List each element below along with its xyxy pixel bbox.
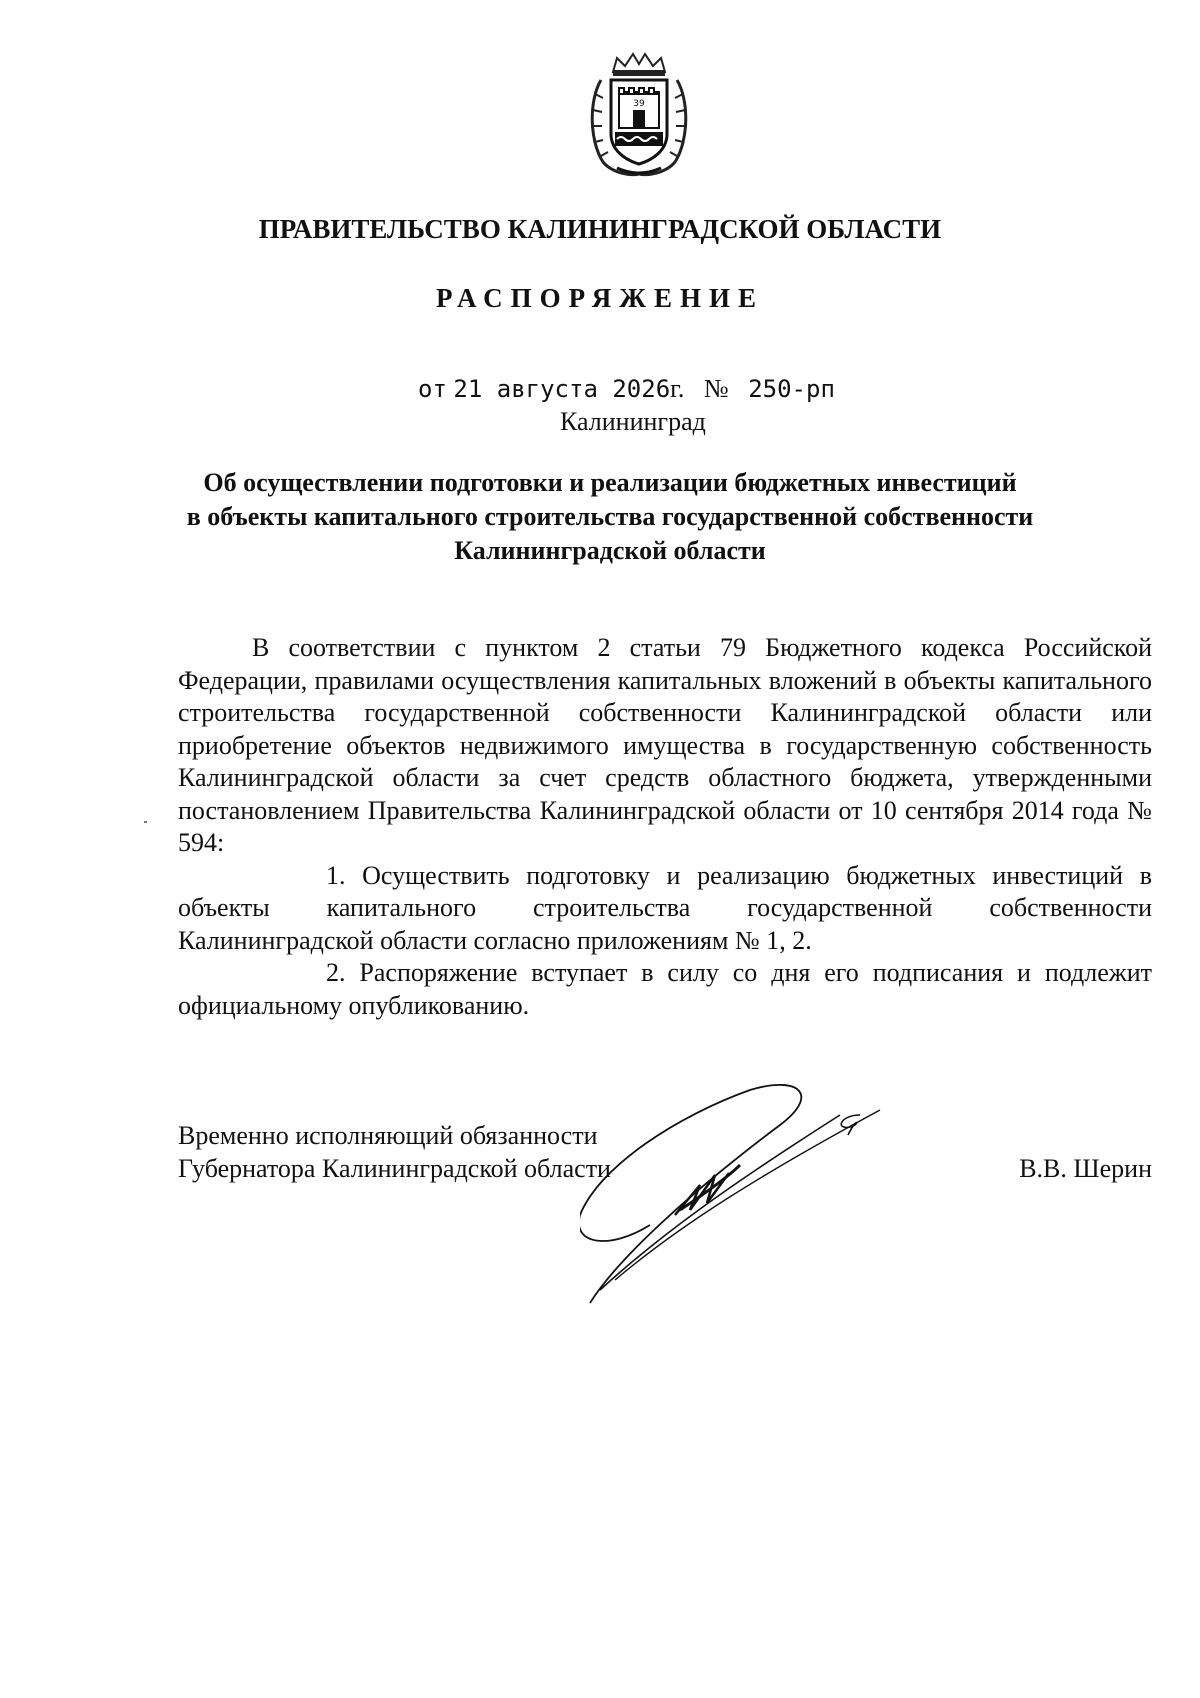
list-item-number: 1. xyxy=(326,860,346,890)
signatory-name: В.В. Шерин xyxy=(1019,1154,1152,1183)
document-body xyxy=(178,632,1152,1022)
city: Калининград xyxy=(560,407,706,436)
preamble-paragraph: В соответствии с пунктом 2 статьи 79 Бюджетного кодекса Российской Федерации, правилами осуществления капитальных вложений в объекты капитального строительства государственной собственности Калининградской области или приобретение объектов недвижимого имущества в государственную собственность Калининградской области за счет средств областного бюджета, утвержденными постановлением Правительства Калининградской области от 10 сентября 2014 года № 594: xyxy=(178,633,1152,857)
list-item-number: 2. xyxy=(326,958,346,987)
document-title xyxy=(180,466,1040,568)
position-line-1: Временно исполняющий обязанности xyxy=(178,1121,598,1150)
date-prefix: от xyxy=(418,375,447,403)
date-number-line xyxy=(418,373,938,405)
svg-text:39: 39 xyxy=(633,99,645,109)
date-value: 21 августа 2026 xyxy=(453,375,671,403)
list-item-1 xyxy=(178,860,1152,958)
title-line-3: Калининградской области xyxy=(454,536,766,565)
title-line-1: Об осуществлении подготовки и реализации бюджетных инвестиций xyxy=(203,468,1017,497)
position-line-2: Губернатора Калининградской области xyxy=(178,1153,611,1183)
list-item-text: Осуществить подготовку и реализацию бюджетных инвестиций в объекты капитального строительства государственной собственности Калининградской области согласно приложениям № 1, 2. xyxy=(178,860,1152,955)
document-type: РАСПОРЯЖЕНИЕ xyxy=(435,283,765,313)
document-number: 250-рп xyxy=(748,375,835,403)
title-line-2: в объекты капитального строительства государственной собственности xyxy=(186,502,1034,531)
scan-speck xyxy=(144,821,147,823)
signature-icon xyxy=(580,1075,930,1305)
number-sign: № xyxy=(703,374,729,403)
list-item-2 xyxy=(178,957,1152,1022)
government-name: ПРАВИТЕЛЬСТВО КАЛИНИНГРАДСКОЙ ОБЛАСТИ xyxy=(258,214,942,244)
coat-of-arms-icon xyxy=(583,50,694,178)
date-suffix: г. xyxy=(670,374,685,403)
list-item-text: Распоряжение вступает в силу со дня его подписания и подлежит официальному опубликованию. xyxy=(178,958,1153,1020)
